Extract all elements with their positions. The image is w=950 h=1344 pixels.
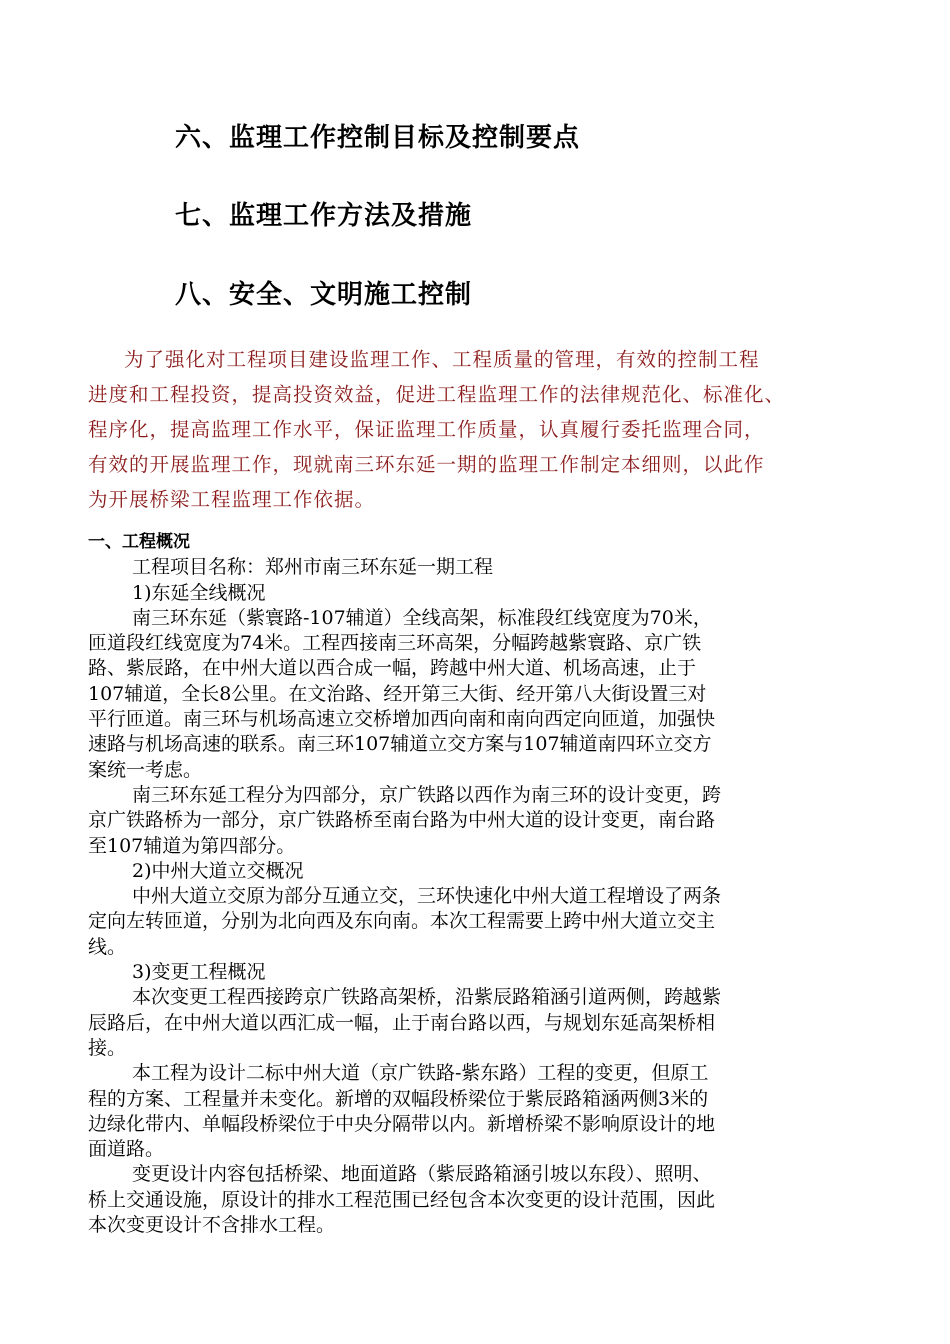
text-line: 中州大道立交原为部分互通立交，三环快速化中州大道工程增设了两条 <box>132 885 722 908</box>
text-line: 辰路后，在中州大道以西汇成一幅，止于南台路以西，与规划东延高架桥相 <box>88 1011 716 1034</box>
heading-seven: 七、监理工作方法及措施 <box>175 201 473 231</box>
text-line: 程的方案、工程量并未变化。新增的双幅段桥梁位于紫辰路箱涵两侧3米的 <box>88 1087 709 1110</box>
text-line: 本次变更设计不含排水工程。 <box>88 1214 336 1237</box>
sub3-paragraph-1 <box>88 985 878 1061</box>
project-name: 工程项目名称：郑州市南三环东延一期工程 <box>132 556 494 579</box>
project-overview <box>88 530 878 1238</box>
intro-line: 进度和工程投资，提高投资效益，促进工程监理工作的法律规范化、标准化、 <box>88 383 786 406</box>
intro-line: 有效的开展监理工作，现就南三环东延一期的监理工作制定本细则，以此作 <box>88 453 765 476</box>
intro-line: 为了强化对工程项目建设监理工作、工程质量的管理，有效的控制工程 <box>124 348 760 371</box>
text-line: 变更设计内容包括桥梁、地面道路（紫辰路箱涵引坡以东段）、照明、 <box>132 1163 712 1186</box>
text-line: 京广铁路桥为一部分，京广铁路桥至南台路为中州大道的设计变更，南台路 <box>88 809 716 832</box>
text-line: 接。 <box>88 1036 127 1059</box>
sub2-paragraph <box>88 884 878 960</box>
text-line: 南三环东延（紫寰路-107辅道）全线高架，标准段红线宽度为70米， <box>132 606 712 629</box>
text-line: 定向左转匝道，分别为北向西及东向南。本次工程需要上跨中州大道立交主 <box>88 910 716 933</box>
text-line: 边绿化带内、单幅段桥梁位于中央分隔带以内。新增桥梁不影响原设计的地 <box>88 1112 716 1135</box>
intro-paragraph <box>88 342 888 517</box>
text-line: 速路与机场高速的联系。南三环107辅道立交方案与107辅道南四环立交方 <box>88 733 712 756</box>
sub1-title: 1)东延全线概况 <box>132 581 266 604</box>
text-line: 面道路。 <box>88 1138 165 1161</box>
text-line: 匝道段红线宽度为74米。工程西接南三环高架，分幅跨越紫寰路、京广铁 <box>88 632 702 655</box>
text-line: 桥上交通设施，原设计的排水工程范围已经包含本次变更的设计范围，因此 <box>88 1188 716 1211</box>
section-title: 一、工程概况 <box>88 532 190 552</box>
text-line: 平行匝道。南三环与机场高速立交桥增加西向南和南向西定向匝道，加强快 <box>88 708 716 731</box>
text-line: 线。 <box>88 935 127 958</box>
text-line: 案统一考虑。 <box>88 758 203 781</box>
sub3-paragraph-2 <box>88 1061 878 1162</box>
text-line: 本工程为设计二标中州大道（京广铁路-紫东路）工程的变更，但原工 <box>132 1062 709 1085</box>
text-line: 南三环东延工程分为四部分，京广铁路以西作为南三环的设计变更，跨 <box>132 783 722 806</box>
sub2-title: 2)中州大道立交概况 <box>132 859 304 882</box>
sub1-paragraph-1 <box>88 606 878 783</box>
intro-line: 程序化，提高监理工作水平，保证监理工作质量，认真履行委托监理合同， <box>88 418 765 441</box>
text-line: 本次变更工程西接跨京广铁路高架桥，沿紫辰路箱涵引道两侧，跨越紫 <box>132 986 722 1009</box>
sub1-paragraph-2 <box>88 783 878 859</box>
heading-six: 六、监理工作控制目标及控制要点 <box>175 123 581 153</box>
intro-line: 为开展桥梁工程监理工作依据。 <box>88 488 376 511</box>
heading-eight: 八、安全、文明施工控制 <box>175 280 473 310</box>
sub3-title: 3)变更工程概况 <box>132 961 266 984</box>
text-line: 至107辅道为第四部分。 <box>88 834 296 857</box>
sub3-paragraph-3 <box>88 1162 878 1238</box>
text-line: 107辅道，全长8公里。在文治路、经开第三大街、经开第八大街设置三对 <box>88 682 707 705</box>
text-line: 路、紫辰路，在中州大道以西合成一幅，跨越中州大道、机场高速，止于 <box>88 657 697 680</box>
